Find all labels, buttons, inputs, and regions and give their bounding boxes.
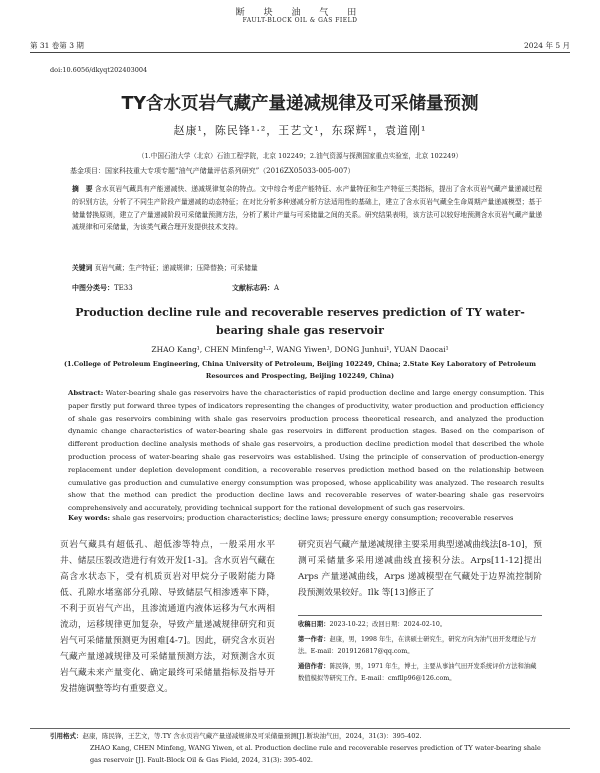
doccode-cn-label: 文献标志码： [232, 283, 274, 292]
keywords-cn-text: 页岩气藏；生产特征；递减规律；压降替换；可采储量 [94, 264, 258, 272]
abstract-cn-text: 含水页岩气藏具有产能递减快、递减规律复杂的特点。文中综合考虑产能特征、水产量特征和生产特征三类指标，提出了含水页岩气藏产量递减过程的识别方法，分析了不同生产阶段产量递减的动态特征；在对比分析多种递减分析方法适用性的基础上，建立了含水页岩气藏全生命周期产量递减模型；基于储量替换原则，建立了产量递减阶段可采储量预测方法，分析了累计产量与可采储量之间的关系。研究结果表明，该方法可以较好地预测含水页岩气藏产量递减规律和可采储量，为该类气藏合理开发提供技术支持。 [72, 185, 542, 232]
body-paragraph: 页岩气藏具有超低孔、超低渗等特点，一般采用水平井、储层压裂改造进行有效开发[1-3]。含水页岩气藏在高含水状态下，受有机质页岩对甲烷分子吸附能力降低、孔隙水堵塞部分孔隙、导致储层气相渗透率下降，不利于页岩气产出，且渗流通道内液体运移为气水两相流动，运移规律更加复杂，导致产量递减规律研究和页岩气可采储量预测更为困难[4-7]。因此，研究含水页岩气藏产量递减规律及可采储量预测方法，对预测含水页岩气藏未来产量变化、确定最终可采储量指标及指导开发措施调整等均有重要意义。 [60, 540, 275, 694]
keywords-en-text: shale gas reservoirs; production characteristics; decline laws; pressure energy consumption; recoverable reserves [112, 514, 514, 522]
footnote-first-author [298, 634, 542, 659]
body-column-right [298, 537, 542, 601]
classification-cn [72, 283, 133, 293]
body-column-left [60, 537, 275, 697]
citation [50, 731, 550, 766]
keywords-cn [72, 262, 258, 272]
classification-cn-value: TE33 [114, 284, 133, 292]
authors-cn: 赵康¹，陈民锋¹·²，王艺文¹，东琛辉¹，袁道刚¹ [173, 124, 427, 137]
issue-date: 2024 年 5 月 [523, 41, 570, 50]
footnote-divider [298, 615, 542, 616]
abstract-en-text: Water-bearing shale gas reservoirs have the characteristics of rapid production decline and large energy consumption. This paper firstly put forward three types of indicators representing the changes of productivity, water production and production efficiency of shale gas reservoirs combining with shale gas reservoirs production process theoretical research, and analyzed the production dynamic change characteristics of water-bearing shale gas reservoirs in different production stages. Based on the comparison of different production decline analysis methods of shale gas reservoirs, a production decline prediction model that described the whole production process of water-bearing shale gas reservoirs was established. Using the principle of conservation of production-energy replacement under depletion development condition, a recoverable reserves prediction method based on the relationship between cumulative gas production and cumulative energy consumption was proposed, whose applicability was analyzed. The research results show that the method can predict the production decline laws and recoverable reserves of water-bearing shale gas reservoirs comprehensively and accurately, providing technical support for the rational development of such gas reservoirs. [68, 389, 544, 513]
abstract-cn [72, 183, 542, 234]
header-divider [30, 52, 570, 53]
first-author-text: 赵康，男，1998 年生，在读硕士研究生，研究方向为油气田开发理论与方法。E-mail：2019126817@qq.com。 [298, 635, 537, 656]
footnote-received [298, 619, 542, 632]
volume-issue: 第 31 卷第 3 期 [30, 41, 84, 50]
citation-divider [30, 728, 570, 729]
citation-cn-text: 赵康，陈民锋，王艺文，等.TY 含水页岩气藏产量递减规律及可采储量预测[J].断块油气田，2024，31(3)：395-402. [82, 732, 422, 740]
doi[interactable]: doi:10.6056/dkyqt202403004 [50, 66, 148, 74]
keywords-en [68, 514, 544, 522]
received-text: 2023-10-22；改回日期：2024-02-10。 [329, 621, 447, 628]
received-label: 收稿日期： [298, 621, 330, 628]
journal-name-en: FAULT-BLOCK OIL & GAS FIELD [242, 17, 358, 24]
citation-en: ZHAO Kang, CHEN Minfeng, WANG Yiwen, et al. Production decline rule and recoverable reserves prediction of TY water-bearing shale gas reservoir [J]. Fault-Block Oil & Gas Field, 2024, 31(3): 395-402. [90, 743, 541, 764]
corresponding-label: 通信作者： [298, 662, 330, 670]
citation-label: 引用格式： [50, 732, 83, 740]
keywords-cn-label: 关键词 [72, 264, 93, 272]
paper-title-en: Production decline rule and recoverable reserves prediction of TY water-bearing shale gas reservoir [75, 306, 525, 337]
doccode-cn [232, 283, 279, 293]
journal-name-cn: 断 块 油 气 田 [235, 8, 365, 18]
classification-cn-label: 中图分类号： [72, 283, 114, 292]
paper-title-cn: TY含水页岩气藏产量递减规律及可采储量预测 [121, 94, 479, 114]
affiliation-cn: （1.中国石油大学（北京）石油工程学院，北京 102249；2.油气资源与探测国家重点实验室，北京 102249） [137, 152, 463, 160]
first-author-label: 第一作者： [298, 635, 330, 643]
citation-cn [50, 731, 550, 743]
keywords-en-label: Key words: [68, 514, 111, 522]
abstract-en-label: Abstract: [68, 389, 104, 397]
corresponding-text: 陈民锋，男，1971 年生，博士，主要从事油气田开发系统评价方法和油藏数值模拟等研究工作。E-mail：cmfllp96@126.com。 [298, 662, 537, 683]
doccode-cn-value: A [274, 284, 280, 292]
authors-en: ZHAO Kang¹, CHEN Minfeng¹·², WANG Yiwen¹, DONG Junhui¹, YUAN Daocai¹ [151, 345, 449, 354]
abstract-cn-label: 摘 要 [72, 185, 93, 193]
affiliation-en: (1.College of Petroleum Engineering, China University of Petroleum, Beijing 102249, China; 2.State Key Laboratory of Petroleum Resources and Prospecting, Beijing 102249, China) [63, 360, 537, 380]
funding-cn: 基金项目：国家科技重大专项专题“油气产储量评估系列研究”（2016ZX05033-005-007） [70, 167, 355, 175]
footnote [298, 619, 542, 688]
abstract-en [68, 387, 544, 515]
body-paragraph: 研究页岩气藏产量递减规律主要采用典型递减曲线法[8-10]，预测可采储量多采用递减曲线直接积分法。Arps[11-12]提出 Arps 产量递减曲线，Arps 递减模型在气藏处于边界流控制阶段预测效果较好。Ilk 等[13]修正了 [298, 540, 542, 598]
footnote-corresponding-author [298, 661, 542, 686]
